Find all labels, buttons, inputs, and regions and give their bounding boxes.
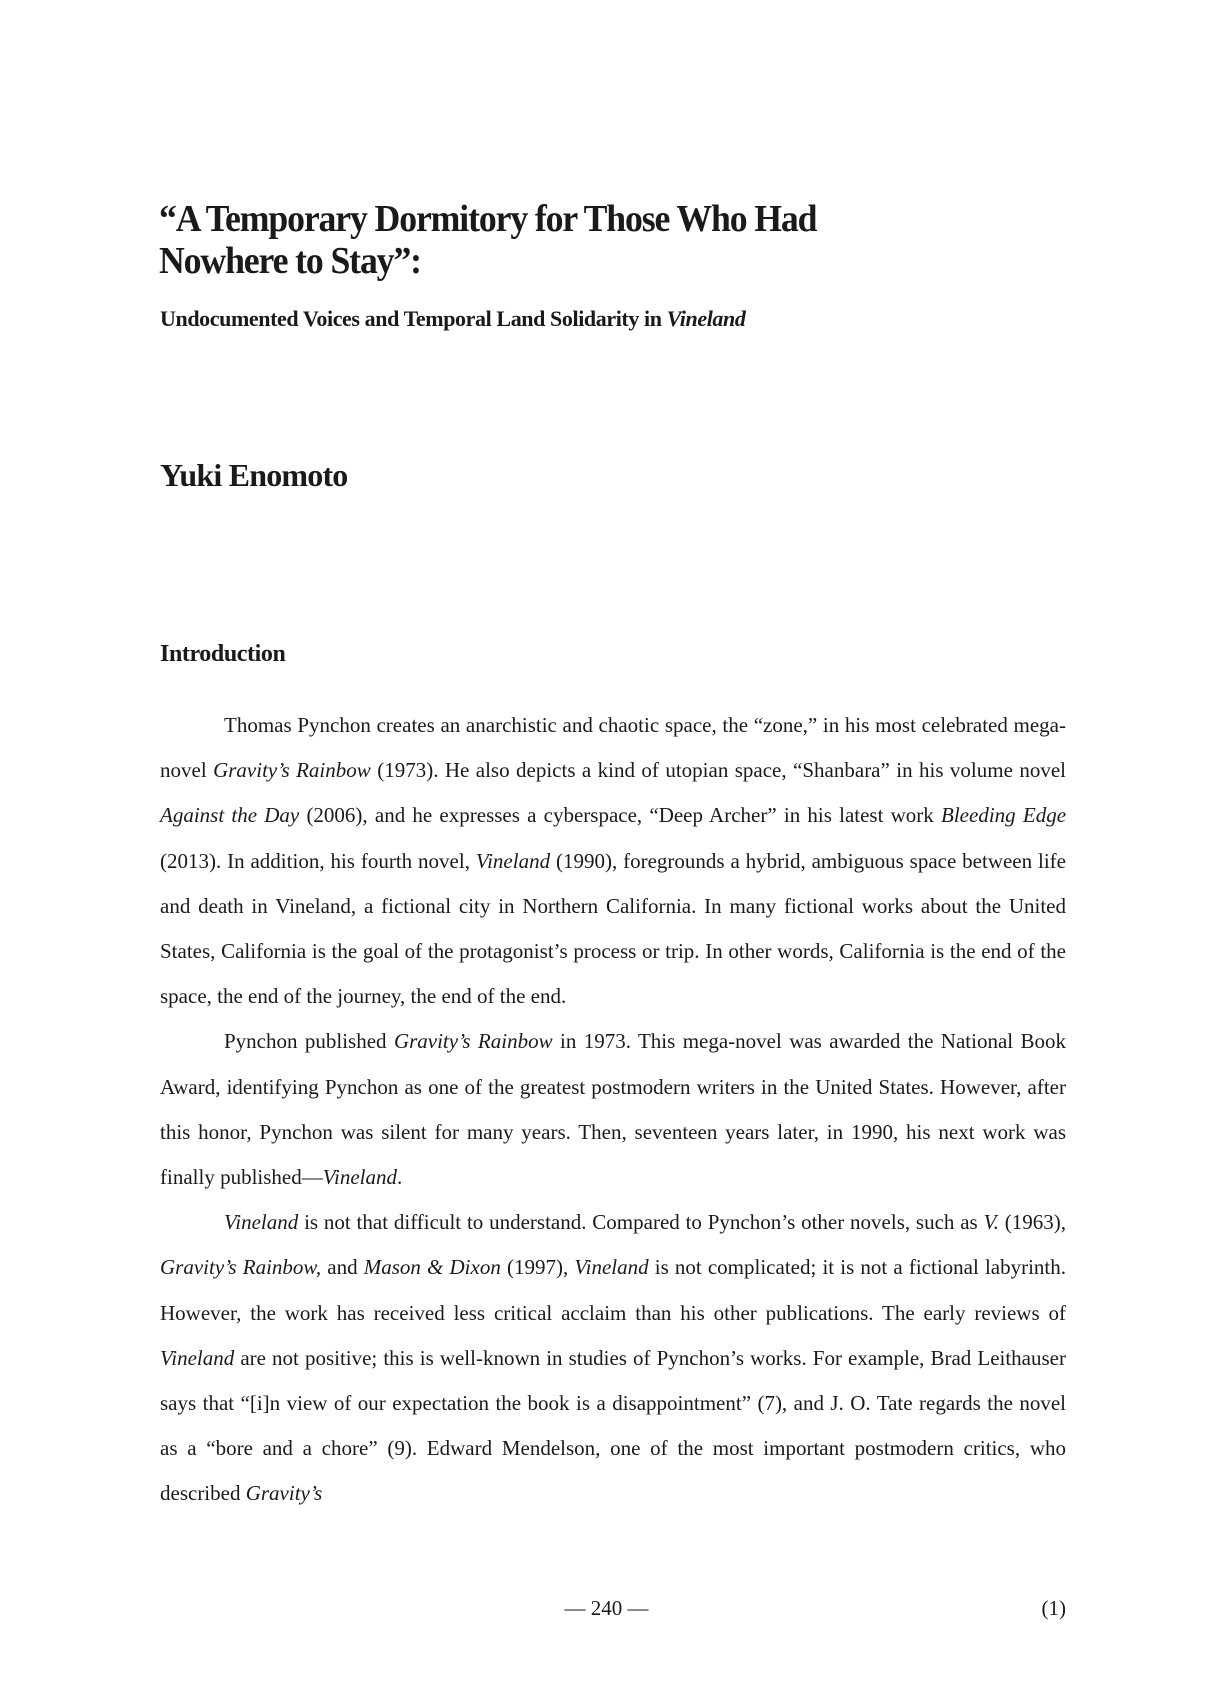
text-run: Thomas Pynchon creates an anarchistic and chaotic space, the “zone,” in his most celebrated mega-novel [160,713,1066,783]
text-run: is not that difficult to understand. Compared to Pynchon’s other novels, such as [298,1210,984,1235]
section-heading-introduction: Introduction [160,641,286,667]
text-run: are not positive; this is well-known in studies of Pynchon’s works. For example, Brad Leithauser says that “[i]n view of our expectation the book is a disappointment” (7), and J. O. Tate regards the novel as a “bore and a chore” (9). Edward Mendelson, one of the most important postmodern critics, who described [160,1345,1066,1506]
subtitle-text: Undocumented Voices and Temporal Land Solidarity in [160,306,667,331]
text-run: (1963), [998,1210,1066,1235]
italic-title: Vineland [475,848,551,873]
text-run: (2006), and he expresses a cyberspace, “Deep Archer” in his latest work [299,803,942,828]
italic-title: V. [983,1210,999,1235]
italic-title: Gravity’s [245,1481,323,1506]
article-title [159,198,1005,282]
text-run: (1973). He also depicts a kind of utopian space, “Shanbara” in his volume novel [370,758,1066,783]
page-number: — 240 — [564,1596,649,1620]
italic-title: Vineland [224,1210,299,1235]
title-line-2: Nowhere to Stay”: [159,240,421,282]
article-subtitle [160,306,1060,332]
subtitle-italic-title: Vineland [666,306,746,331]
italic-title: Bleeding Edge [941,803,1067,828]
italic-title: Gravity’s Rainbow [213,758,371,783]
italic-title: Against the Day [160,803,300,828]
body-text [160,703,1066,1517]
folio-number: (1) [1041,1596,1066,1620]
text-run: (2013). In addition, his fourth novel, [160,848,476,873]
paragraph [160,1019,1066,1200]
italic-title: Vineland [322,1165,397,1190]
text-run: is not complicated; it is not a fictional labyrinth. However, the work has received less critical acclaim than his other publications. The early reviews of [160,1255,1067,1325]
text-run: (1990), foregrounds a hybrid, ambiguous space between life and death in Vineland, a fictional city in Northern California. In many fictional works about the United States, California is the goal of the protagonist’s process or trip. In other words, California is the end of the space, the end of the journey, the end of the end. [160,848,1066,1009]
author-name: Yuki Enomoto [160,457,348,493]
text-run: (1997), [500,1255,575,1280]
text-run: in 1973. This mega-novel was awarded the National Book Award, identifying Pynchon as one of the greatest postmodern writers in the United States. However, after this honor, Pynchon was silent for many years. Then, seventeen years later, in 1990, his next work was finally published— [160,1029,1066,1190]
italic-title: Mason & Dixon [363,1255,501,1280]
italic-title: Gravity’s Rainbow, [160,1255,322,1280]
italic-title: Vineland [574,1255,649,1280]
paragraph [160,1200,1066,1516]
text-run: and [321,1255,364,1280]
text-run: . [397,1165,403,1190]
text-run: Pynchon published [224,1029,394,1054]
title-line-1: “A Temporary Dormitory for Those Who Had [159,198,817,240]
italic-title: Gravity’s Rainbow [393,1029,553,1054]
paragraph [160,703,1066,1019]
italic-title: Vineland [160,1345,235,1370]
